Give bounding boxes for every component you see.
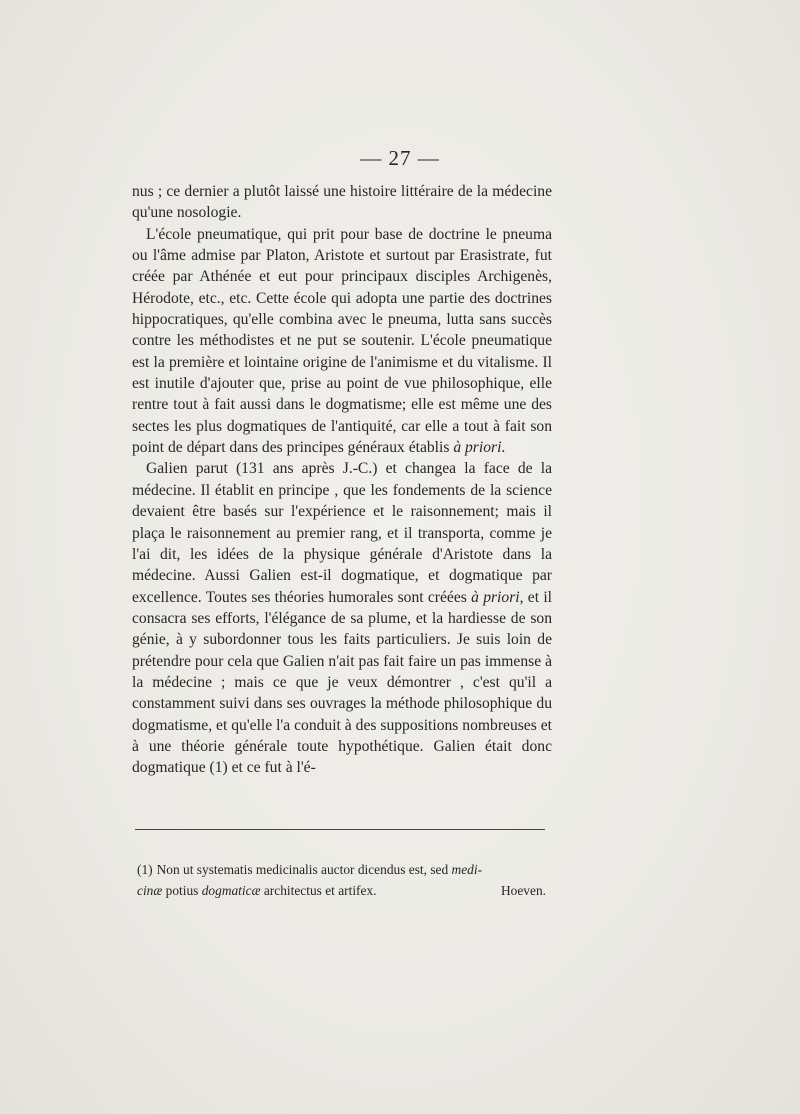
body-text	[132, 181, 552, 779]
paragraph-3	[132, 458, 552, 778]
footnote-separator	[135, 829, 545, 830]
footnote-author: Hoeven.	[501, 883, 546, 898]
footnote-line-2	[137, 880, 546, 901]
footnote-text-2a: cinæ	[137, 883, 163, 898]
paragraph-text: nus ; ce dernier a plutôt laissé une histoire littéraire de la médecine qu'une nosologie.	[132, 183, 552, 222]
footnote-text-1a: Non ut systematis medicinalis auctor dicendus est, sed	[156, 862, 452, 877]
footnote-text-1b: medi-	[451, 862, 483, 877]
italic-text: à priori	[453, 439, 502, 457]
footnote-text-2b: potius	[162, 883, 202, 898]
paragraph-text: Galien parut (131 ans après J.-C.) et changea la face de la médecine. Il établit en principe , que les fondements de la science devaient être basés sur l'expérience et le raisonnement; mais il plaça le raisonnement au premier rang, et il transporta, comme je l'ai dit, les idées de la physique générale d'Aristote dans la médecine. Aussi Galien est-il dogmatique, et dogmatique par excellence. Toutes ses théories humorales sont créées	[132, 460, 552, 606]
footnote-line-1	[137, 859, 546, 880]
footnote-marker: (1)	[137, 862, 153, 877]
footnote-text-2c: dogmaticæ	[201, 883, 261, 898]
paragraph-text: L'école pneumatique, qui prit pour base de doctrine le pneuma ou l'âme admise par Platon, Aristote et surtout par Erasistrate, fut créée par Athénée et eut pour principaux disciples Archigenès, Hérodote, etc., etc. Cette école qui adopta une partie des doctrines hippocratiques, qu'elle combina avec le pneuma, lutta sans succès contre les méthodistes et ne put se soutenir. L'école pneumatique est la première et lointaine origine de l'animisme et du vitalisme. Il est inutile d'ajouter que, prise au point de vue philosophique, elle rentre tout à fait aussi dans le dogmatisme; elle est même une des sectes les plus dogmatiques de l'antiquité, car elle a tout à fait son point de départ dans des principes généraux établis	[132, 225, 552, 457]
paragraph-1	[132, 181, 552, 224]
paragraph-2	[132, 224, 552, 459]
page-number: — 27 —	[360, 146, 440, 170]
footnote-text-2d: architectus et artifex.	[260, 883, 377, 898]
italic-text: à priori	[471, 588, 520, 606]
footnote	[137, 859, 546, 901]
paragraph-text: .	[501, 439, 506, 457]
paragraph-text: , et il consacra ses efforts, l'élégance de sa plume, et la hardiesse de son génie, à y subordonner tous les faits particuliers. Je suis loin de prétendre pour cela que Galien n'ait pas fait faire un pas immense à la médecine ; mais ce que je veux démontrer , c'est qu'il a constamment suivi dans ses ouvrages la méthode philosophique du dogmatisme, et qu'elle l'a conduit à des suppositions nombreuses et à une théorie générale toute hypothétique. Galien était donc dogmatique (1) et ce fut à l'é-	[132, 588, 552, 777]
